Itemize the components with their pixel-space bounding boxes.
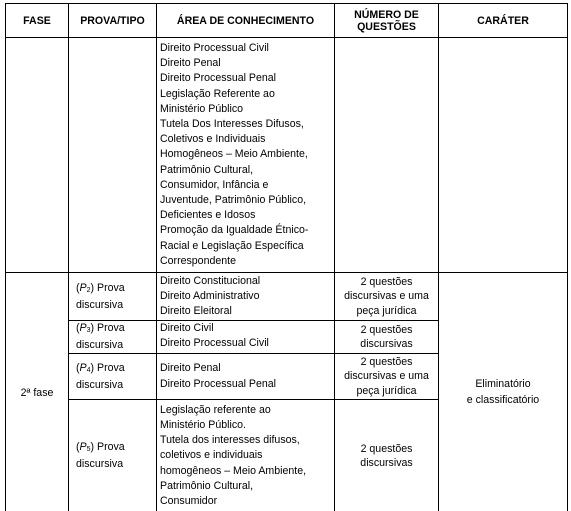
header-carater: CARÁTER	[439, 4, 568, 38]
area-line: Direito Processual Civil	[160, 41, 269, 54]
prova-label: Prova	[97, 281, 125, 294]
area-line: Deficientes e Idosos	[160, 209, 256, 222]
numero-line: discursivas	[360, 338, 413, 350]
prova-subscript: 2	[86, 286, 91, 294]
carater-line: e classificatório	[466, 393, 540, 406]
area-line: Direito Processual Penal	[160, 72, 276, 85]
area-line: Legislação referente ao	[160, 403, 271, 416]
prova-type: discursiva	[76, 458, 124, 470]
area-cell	[157, 354, 335, 400]
table-row	[6, 273, 568, 321]
area-line: Promoção da Igualdade Étnico-	[160, 224, 309, 237]
area-line: Direito Penal	[160, 362, 221, 375]
header-numero-line-2: QUESTÕES	[357, 20, 416, 33]
prova-label: Prova	[97, 441, 125, 453]
prova-cell	[69, 273, 157, 321]
numero-line: 2 questões	[360, 275, 413, 288]
area-line: Consumidor, Infância e	[160, 178, 269, 191]
table-row	[6, 38, 568, 273]
carater-cell-empty	[439, 38, 568, 273]
prova-label-line: $(P_3)$ Prova	[76, 322, 125, 334]
prova-label-line: $(P_5)$ Prova	[76, 441, 125, 453]
area-line: homogêneos – Meio Ambiente,	[160, 464, 307, 477]
prova-type: discursiva	[76, 378, 124, 391]
numero-line: discursivas e uma	[344, 290, 429, 303]
numero-line: peça jurídica	[356, 384, 417, 397]
area-line: Homogêneos – Meio Ambiente,	[160, 148, 308, 161]
prova-subscript: 4	[86, 366, 91, 374]
area-line: Ministério Público.	[160, 418, 246, 431]
area-line: Direito Civil	[160, 322, 214, 334]
area-cell	[157, 321, 335, 354]
prova-label-line: $(P_2)$ Prova	[76, 281, 125, 294]
area-line: Direito Processual Penal	[160, 377, 276, 390]
area-cell	[157, 400, 335, 511]
prova-cell	[69, 321, 157, 354]
prova-cell	[69, 354, 157, 400]
area-line: Correspondente	[160, 254, 236, 267]
header-prova-tipo: PROVA/TIPO	[69, 4, 157, 38]
area-line: Juventude, Patrimônio Público,	[160, 194, 307, 206]
area-line: Racial e Legislação Específica	[160, 239, 304, 252]
header-numero-line-1: NÚMERO DE	[354, 8, 419, 21]
area-cell	[157, 273, 335, 321]
numero-cell	[335, 321, 439, 354]
numero-line: discursivas e uma	[344, 370, 429, 383]
area-line: Consumidor	[160, 495, 218, 507]
exam-structure-table	[5, 3, 568, 511]
numero-line: discursivas	[360, 457, 413, 469]
area-cell	[157, 38, 335, 273]
area-line: Tutela Dos Interesses Difusos,	[160, 117, 304, 130]
area-line: Coletivos e Individuais	[160, 133, 266, 146]
numero-line: 2 questões	[360, 355, 413, 368]
area-line: Patrimônio Cultural,	[160, 163, 254, 176]
prova-label: Prova	[97, 361, 125, 374]
area-line: Direito Eleitoral	[160, 305, 232, 318]
numero-line: peça jurídica	[356, 304, 417, 317]
fase-cell: 2ª fase	[6, 273, 69, 511]
carater-line: Eliminatório	[475, 378, 531, 390]
area-line: Direito Penal	[160, 57, 221, 70]
prova-label: Prova	[97, 322, 125, 334]
numero-line: 2 questões	[360, 323, 413, 336]
area-line: Ministério Público	[160, 102, 244, 115]
area-line: Direito Constitucional	[160, 274, 261, 287]
prova-label-line: $(P_4)$ Prova	[76, 361, 125, 374]
numero-cell	[335, 354, 439, 400]
fase-cell-empty	[6, 38, 69, 273]
prova-subscript: 3	[86, 327, 91, 334]
area-line: Legislação Referente ao	[160, 87, 275, 100]
header-area-conhecimento: ÁREA DE CONHECIMENTO	[157, 4, 335, 38]
numero-cell	[335, 273, 439, 321]
prova-cell-empty	[69, 38, 157, 273]
area-line: Tutela dos interesses difusos,	[160, 434, 300, 447]
numero-line: 2 questões	[360, 442, 413, 455]
prova-subscript: 5	[86, 446, 91, 453]
area-line: Direito Administrativo	[160, 289, 260, 302]
table-header-row	[6, 4, 568, 38]
area-line: Direito Processual Civil	[160, 337, 269, 350]
numero-cell-empty	[335, 38, 439, 273]
numero-cell	[335, 400, 439, 511]
prova-cell	[69, 400, 157, 511]
carater-cell	[439, 273, 568, 511]
header-numero-questoes	[335, 4, 439, 38]
prova-type: discursiva	[76, 298, 124, 311]
area-line: Patrimônio Cultural,	[160, 479, 254, 492]
header-fase: FASE	[6, 4, 69, 38]
area-line: coletivos e individuais	[160, 449, 263, 462]
prova-type: discursiva	[76, 339, 124, 351]
